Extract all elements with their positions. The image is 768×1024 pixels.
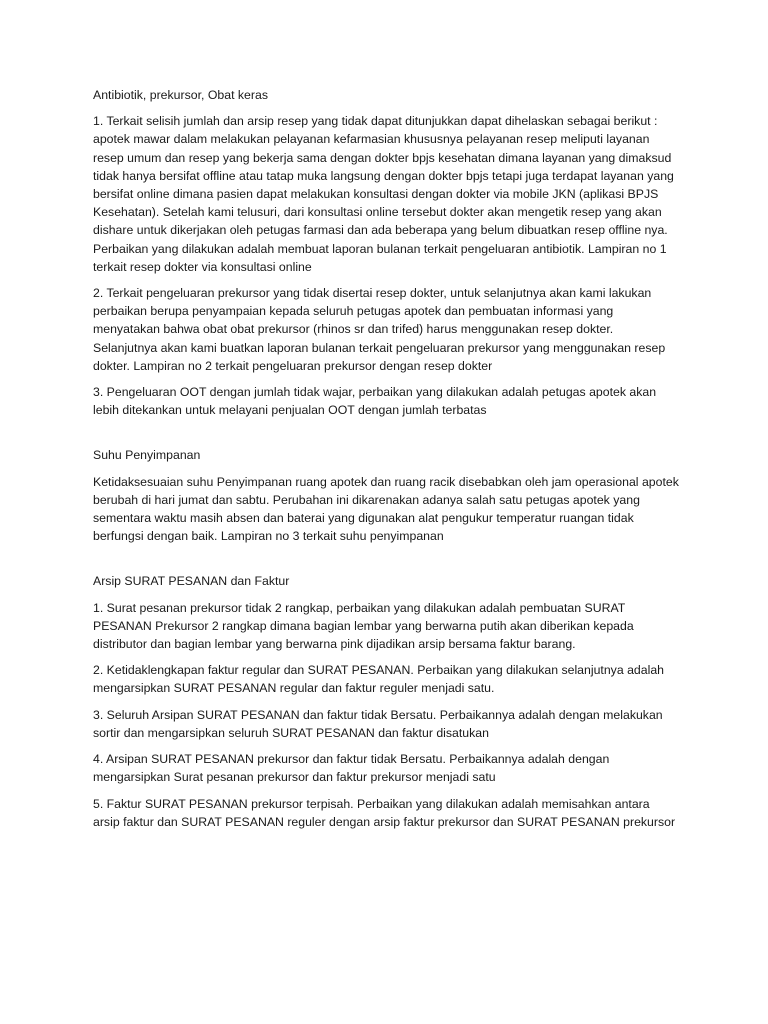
section-antibiotik	[93, 86, 679, 419]
section-heading: Arsip SURAT PESANAN dan Faktur	[93, 574, 290, 589]
paragraph: 2. Terkait pengeluaran prekursor yang tidak disertai resep dokter, untuk selanjutnya akan kami lakukan perbaikan berupa penyampaian kepada seluruh petugas apotek dan pembuatan informasi yang menyatakan bahwa obat obat prekursor (rhinos sr dan trifed) harus menggunakan resep dokter. Selanjutnya akan kami buatkan laporan bulanan terkait pengeluaran prekursor yang menggunakan resep dokter. Lampiran no 2 terkait pengeluaran prekursor dengan resep dokter	[93, 286, 666, 373]
section-spacer	[93, 553, 679, 572]
paragraph: 3. Pengeluaran OOT dengan jumlah tidak wajar, perbaikan yang dilakukan adalah petugas apotek akan lebih ditekankan untuk melayani penjualan OOT dengan jumlah terbatas	[93, 385, 657, 418]
paragraph: 1. Terkait selisih jumlah dan arsip resep yang tidak dapat ditunjukkan dapat dihelaskan sebagai berikut : apotek mawar dalam melakukan pelayanan kefarmasian khususnya pelayanan resep meliputi layanan resep umum dan resep yang bekerja sama dengan dokter bpjs kesehatan dimana layanan yang dimaksud tidak hanya bersifat offline atau tatap muka langsung dengan dokter bpjs tetapi juga terdapat layanan yang bersifat online dimana pasien dapat melakukan konsultasi dengan dokter via mobile JKN (aplikasi BPJS Kesehatan). Setelah kami telusuri, dari konsultasi online tersebut dokter akan mengetik resep yang akan dishare untuk dikerjakan oleh petugas farmasi dan ada beberapa yang belum dibuatkan resep offline nya. Perbaikan yang dilakukan adalah membuat laporan bulanan terkait pengeluaran antibiotik. Lampiran no 1 terkait resep dokter via konsultasi online	[93, 114, 674, 274]
paragraph: 4. Arsipan SURAT PESANAN prekursor dan faktur tidak Bersatu. Perbaikannya adalah dengan mengarsipkan Surat pesanan prekursor dan faktur prekursor menjadi satu	[93, 752, 610, 785]
paragraph: 3. Seluruh Arsipan SURAT PESANAN dan faktur tidak Bersatu. Perbaikannya adalah dengan melakukan sortir dan mengarsipkan seluruh SURAT PESANAN dan faktur disatukan	[93, 707, 663, 740]
section-heading: Suhu Penyimpanan	[93, 448, 201, 463]
section-heading: Antibiotik, prekursor, Obat keras	[93, 88, 268, 102]
paragraph: 5. Faktur SURAT PESANAN prekursor terpisah. Perbaikan yang dilakukan adalah memisahkan antara arsip faktur dan SURAT PESANAN reguler dengan arsip faktur prekursor dan SURAT PESANAN prekursor	[93, 796, 676, 829]
document-page	[93, 86, 679, 839]
section-suhu-penyimpanan	[93, 446, 679, 545]
section-spacer	[93, 427, 679, 446]
paragraph: Ketidaksesuaian suhu Penyimpanan ruang apotek dan ruang racik disebabkan oleh jam operasional apotek berubah di hari jumat dan sabtu. Perubahan ini dikarenakan adanya salah satu petugas apotek yang sementara waktu masih absen dan baterai yang digunakan alat pengukur temperatur ruangan tidak berfungsi dengan baik. Lampiran no 3 terkait suhu penyimpanan	[93, 474, 679, 544]
paragraph: 1. Surat pesanan prekursor tidak 2 rangkap, perbaikan yang dilakukan adalah pembuatan SURAT PESANAN Prekursor 2 rangkap dimana bagian lembar yang berwarna putih akan diberikan kepada distributor dan bagian lembar yang berwarna pink dijadikan arsip bersama faktur barang.	[93, 600, 634, 652]
paragraph: 2. Ketidaklengkapan faktur regular dan SURAT PESANAN. Perbaikan yang dilakukan selanjutnya adalah mengarsipkan SURAT PESANAN regular dan faktur reguler menjadi satu.	[93, 663, 665, 696]
section-arsip-surat-pesanan	[93, 572, 679, 830]
